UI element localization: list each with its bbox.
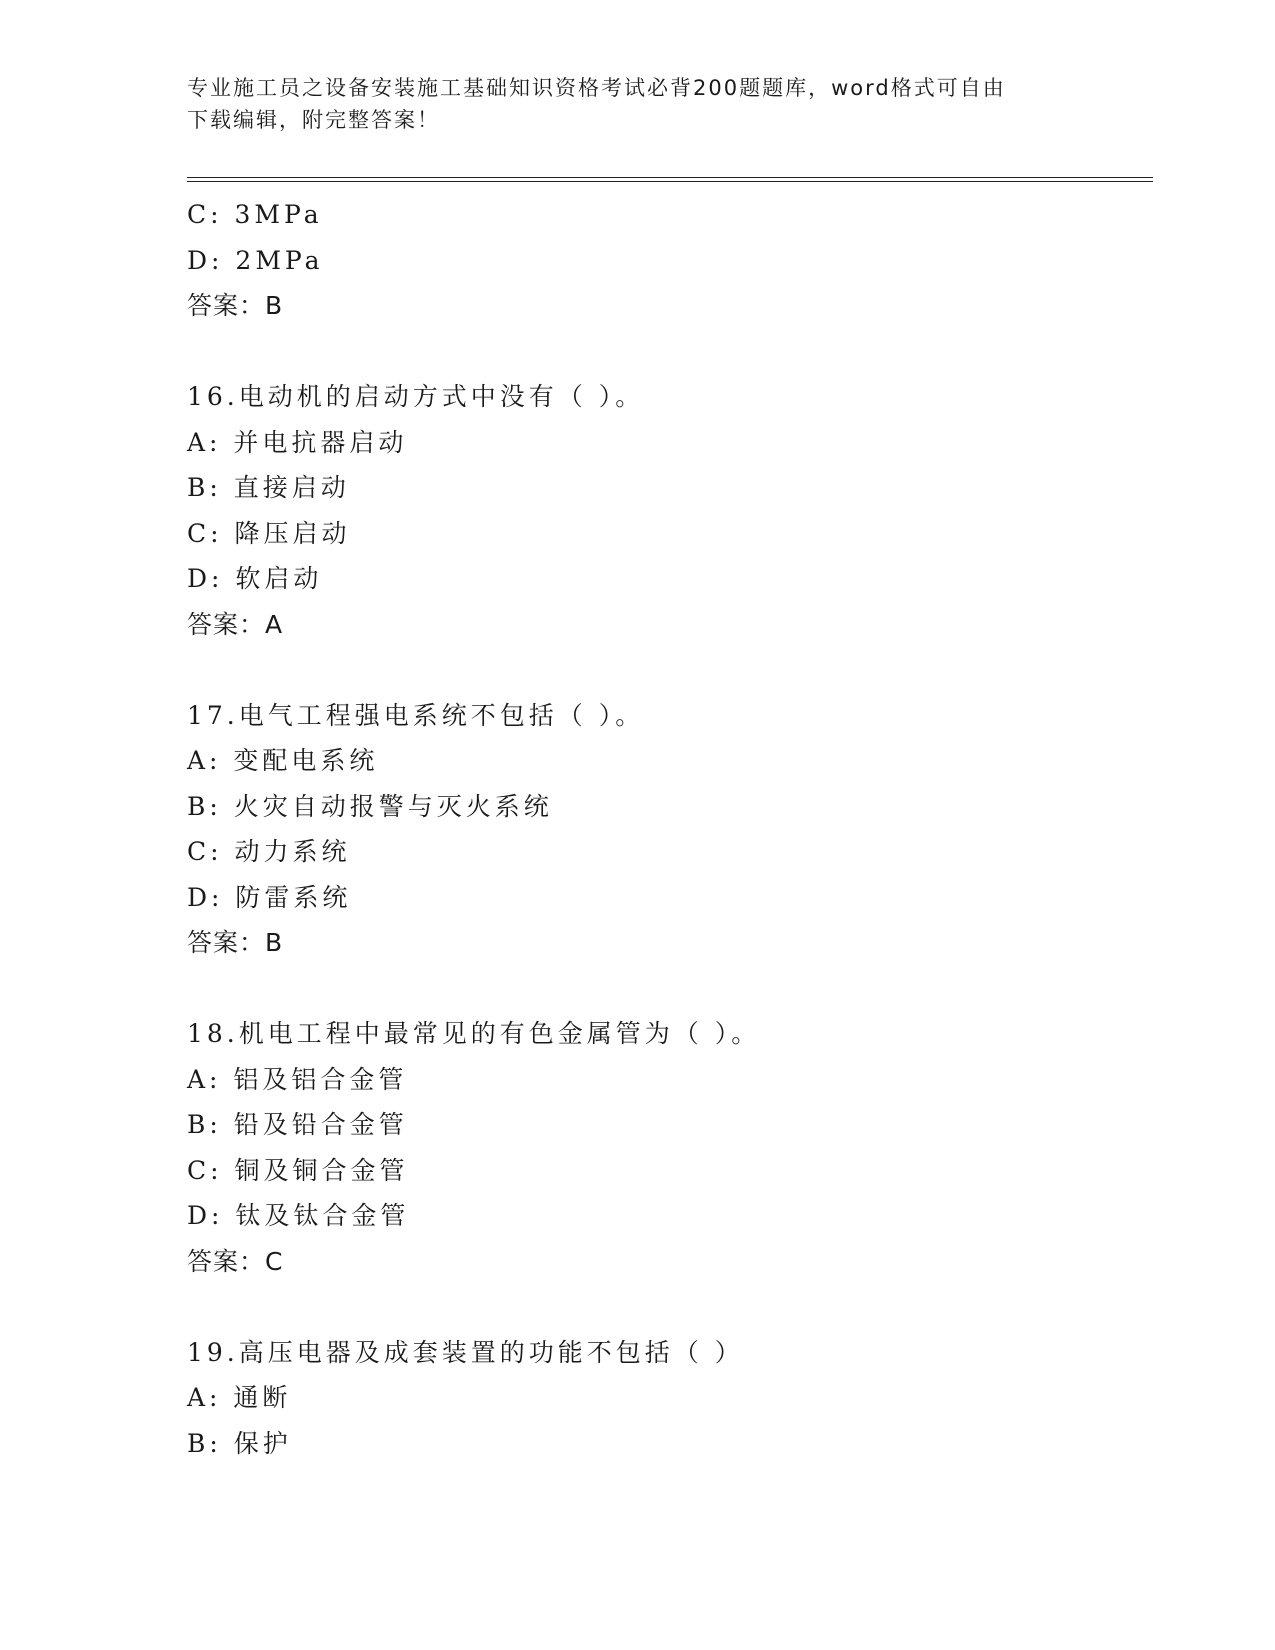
option-c: C: 铜及铜合金管 bbox=[187, 1155, 409, 1185]
option-c: C: 降压启动 bbox=[187, 518, 351, 548]
header-line-1: 专业施工员之设备安装施工基础知识资格考试必背200题题库，word格式可自由 bbox=[187, 76, 1006, 100]
option-c: C: 3MPa bbox=[187, 200, 323, 229]
answer-line: 答案：B bbox=[187, 291, 284, 320]
option-a: A: 并电抗器启动 bbox=[187, 427, 408, 457]
option-d: D: 2MPa bbox=[187, 245, 324, 275]
option-d: D: 防雷系统 bbox=[187, 882, 352, 912]
option-b: B: 保护 bbox=[187, 1428, 292, 1458]
option-a: A: 变配电系统 bbox=[187, 746, 379, 775]
option-d: D: 钛及钛合金管 bbox=[187, 1201, 410, 1230]
question-stem: 19.高压电器及成套装置的功能不包括（ ） bbox=[187, 1337, 744, 1367]
option-a: A: 铝及铝合金管 bbox=[187, 1064, 408, 1094]
question-list bbox=[187, 192, 1153, 1466]
header-line-2: 下载编辑，附完整答案！ bbox=[187, 108, 440, 132]
answer-line: 答案：C bbox=[187, 1246, 284, 1276]
question-stem: 18.机电工程中最常见的有色金属管为（ ）。 bbox=[187, 1019, 761, 1048]
question-stem: 16.电动机的启动方式中没有（ ）。 bbox=[187, 382, 645, 411]
option-b: B: 直接启动 bbox=[187, 473, 350, 502]
question-stem: 17.电气工程强电系统不包括（ ）。 bbox=[187, 700, 645, 730]
document-header bbox=[187, 72, 1087, 136]
header-divider-bottom bbox=[187, 181, 1153, 182]
answer-line: 答案：B bbox=[187, 928, 284, 957]
answer-line: 答案：A bbox=[187, 609, 284, 639]
option-d: D: 软启动 bbox=[187, 564, 323, 593]
option-b: B: 火灾自动报警与灭火系统 bbox=[187, 791, 553, 821]
option-a: A: 通断 bbox=[187, 1383, 292, 1412]
option-b: B: 铅及铅合金管 bbox=[187, 1110, 408, 1139]
header-divider-top bbox=[187, 177, 1153, 178]
option-c: C: 动力系统 bbox=[187, 837, 351, 866]
